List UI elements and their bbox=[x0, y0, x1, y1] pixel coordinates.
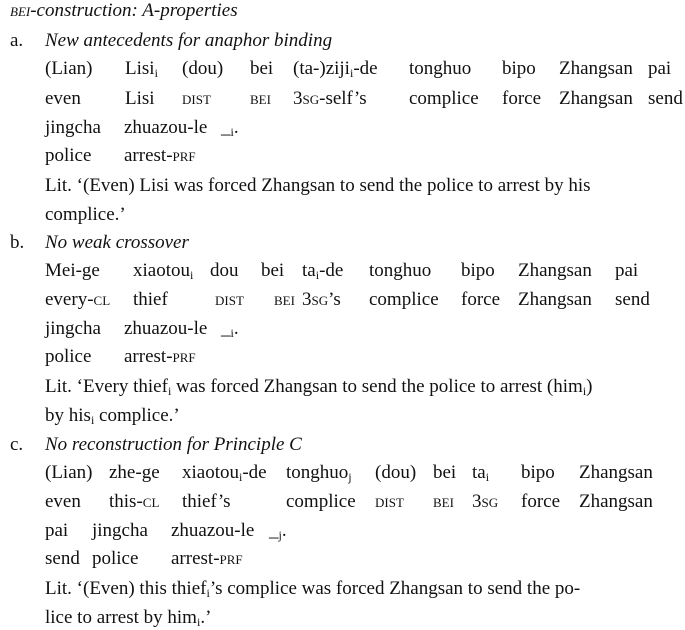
source-line-word: Zhangsan bbox=[559, 58, 633, 79]
example-label: c. bbox=[10, 434, 24, 455]
gloss-line-word: Zhangsan bbox=[559, 88, 633, 109]
source-line-word: $ta_i$ bbox=[472, 462, 490, 484]
source-line-word: zhuazou-le bbox=[171, 520, 255, 541]
source-line-word: pai bbox=[615, 260, 639, 281]
gloss-line-word: force bbox=[521, 491, 561, 512]
gloss-line-word: thief bbox=[133, 289, 168, 310]
gloss-line-word: arrest-prf bbox=[124, 145, 196, 166]
source-line-word: tonghuo bbox=[409, 58, 472, 79]
gloss-line-word: police bbox=[92, 548, 139, 569]
source-line-word: pai bbox=[45, 520, 69, 541]
source-line-word-index: i bbox=[349, 66, 354, 80]
source-line-word: $\__i$. bbox=[221, 318, 239, 340]
source-line-word: tonghuo bbox=[369, 260, 432, 281]
gloss-line-word-abbr: sg bbox=[311, 289, 329, 310]
gloss-line-word: send bbox=[45, 548, 80, 569]
source-line-word-index: i bbox=[315, 268, 320, 282]
gloss-line-word: bei bbox=[250, 88, 271, 109]
source-line-word-index: i bbox=[230, 125, 234, 139]
gloss-line-word: Zhangsan bbox=[518, 289, 592, 310]
source-line-word: Zhangsan bbox=[518, 260, 592, 281]
gloss-line-word: 3sg-self’s bbox=[293, 88, 367, 109]
source-line-word: bipo bbox=[521, 462, 555, 483]
gloss-line-word: even bbox=[45, 88, 81, 109]
gloss-line-word-abbr: cl bbox=[93, 289, 111, 310]
source-line-word-index: i bbox=[230, 326, 234, 340]
gloss-line-word: force bbox=[502, 88, 542, 109]
gloss-line-word-abbr: prf bbox=[172, 145, 196, 166]
source-line-word: jingcha bbox=[45, 117, 101, 138]
source-line-word: (ta-)ziji$_i$-de bbox=[293, 58, 378, 80]
source-line-word: zhe-ge bbox=[109, 462, 160, 483]
gloss-line-word: send bbox=[615, 289, 650, 310]
example-title: No reconstruction for Principle C bbox=[45, 434, 302, 455]
gloss-line-word: send bbox=[648, 88, 683, 109]
source-line-word: pai bbox=[648, 58, 672, 79]
source-line-word: bei bbox=[261, 260, 285, 281]
gloss-line-word: bei bbox=[433, 491, 454, 512]
gloss-line-word: Lisi bbox=[125, 88, 155, 109]
source-line-word-index: i bbox=[239, 470, 243, 484]
gloss-line-word-abbr: sg bbox=[481, 491, 499, 512]
heading bbox=[10, 0, 238, 22]
gloss-line-word: complice bbox=[286, 491, 356, 512]
gloss-line-word: thief’s bbox=[182, 491, 231, 512]
source-line-word: zhuazou-le bbox=[124, 318, 208, 339]
translation-line: complice.’ bbox=[45, 204, 126, 225]
heading-rest: -construction: A-properties bbox=[30, 0, 238, 21]
source-line-word: bipo bbox=[502, 58, 536, 79]
gloss-line-word: 3sg’s bbox=[302, 289, 341, 310]
translation-line: Lit. ‘(Even) this thief$_i$’s complice was forced Zhangsan to send the po- bbox=[45, 578, 581, 600]
source-line-word: (dou) bbox=[375, 462, 417, 483]
translation-line: lice to arrest by him$_i$.’ bbox=[45, 607, 212, 629]
example-title: New antecedents for anaphor binding bbox=[45, 30, 333, 51]
gloss-line-word: complice bbox=[409, 88, 479, 109]
gloss-line-word-abbr: cl bbox=[142, 491, 160, 512]
source-line-word-index: j bbox=[348, 470, 352, 484]
source-line-word: xiaotou$_i$ bbox=[133, 260, 194, 282]
gloss-line-word: complice bbox=[369, 289, 439, 310]
source-line-word: $ta_i-de$ bbox=[302, 260, 344, 282]
source-line-word: bei bbox=[433, 462, 457, 483]
gloss-line-word: police bbox=[45, 145, 92, 166]
gloss-line-word: dist bbox=[182, 88, 211, 109]
example-title: No weak crossover bbox=[45, 232, 189, 253]
example-label: b. bbox=[10, 232, 25, 253]
gloss-line-word: every-cl bbox=[45, 289, 111, 310]
gloss-line-word: 3sg bbox=[472, 491, 499, 512]
gloss-line-word: this-cl bbox=[109, 491, 160, 512]
gloss-line-word: arrest-prf bbox=[124, 346, 196, 367]
source-line-word: bipo bbox=[461, 260, 495, 281]
source-line-word: Lisi$_i$ bbox=[125, 58, 158, 80]
source-line-word: Mei-ge bbox=[45, 260, 100, 281]
gloss-line-word: bei bbox=[274, 289, 295, 310]
source-line-word-index: i bbox=[190, 268, 194, 282]
heading-smallcaps: bei bbox=[10, 0, 31, 21]
source-line-word-index: i bbox=[485, 470, 490, 484]
source-line-word: (Lian) bbox=[45, 462, 93, 483]
source-line-word: jingcha bbox=[45, 318, 101, 339]
translation-line: by his$_i$ complice.’ bbox=[45, 405, 180, 427]
source-line-word: Zhangsan bbox=[579, 462, 653, 483]
gloss-line-word: force bbox=[461, 289, 501, 310]
source-line-word: $\__j$. bbox=[269, 520, 287, 542]
gloss-line-word-abbr: sg bbox=[302, 88, 320, 109]
source-line-word: jingcha bbox=[92, 520, 148, 541]
gloss-line-word: Zhangsan bbox=[579, 491, 653, 512]
translation-line: Lit. ‘(Even) Lisi was forced Zhangsan to send the police to arrest by his bbox=[45, 175, 591, 196]
gloss-line-word: dist bbox=[375, 491, 404, 512]
source-line-word: xiaotou$_i$-de bbox=[182, 462, 267, 484]
gloss-line-word-abbr: prf bbox=[172, 346, 196, 367]
source-line-word-index: j bbox=[278, 528, 282, 542]
source-line-word: bei bbox=[250, 58, 274, 79]
source-line-word: (dou) bbox=[182, 58, 224, 79]
translation-line: Lit. ‘Every thief$_i$ was forced Zhangsan to send the police to arrest (him$_i$) bbox=[45, 376, 593, 398]
gloss-line-word-abbr: prf bbox=[219, 548, 243, 569]
source-line-word: (Lian) bbox=[45, 58, 93, 79]
source-line-word: $\__i$. bbox=[221, 117, 239, 139]
source-line-word: zhuazou-le bbox=[124, 117, 208, 138]
gloss-line-word: police bbox=[45, 346, 92, 367]
source-line-word: tonghuo$_j$ bbox=[286, 462, 352, 484]
example-label: a. bbox=[10, 30, 24, 51]
gloss-line-word: even bbox=[45, 491, 81, 512]
gloss-line-word: arrest-prf bbox=[171, 548, 243, 569]
source-line-word-index: i bbox=[154, 66, 158, 80]
source-line-word: dou bbox=[210, 260, 239, 281]
gloss-line-word: dist bbox=[215, 289, 244, 310]
